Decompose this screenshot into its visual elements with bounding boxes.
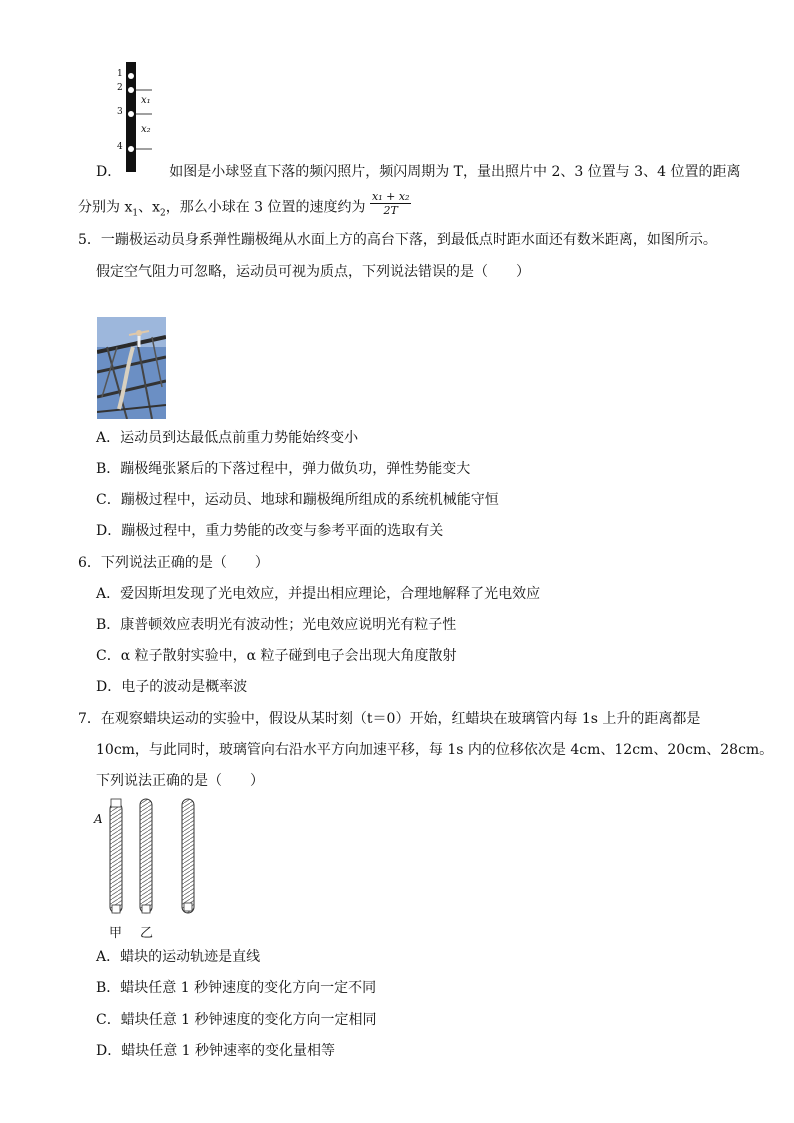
q7-stem-line3: 下列说法正确的是（ ） (96, 773, 264, 789)
bungee-photo-image (97, 317, 166, 419)
tube-label-yi: 乙 (140, 926, 154, 941)
q4-option-d-line1 (96, 162, 740, 182)
q7-stem-line2: 10cm，与此同时，玻璃管向右沿水平方向加速平移，每 1s 内的位移依次是 4cm、12cm、20cm、28cm。 (96, 742, 774, 758)
q6-option-a: A．爱因斯坦发现了光电效应，并提出相应理论，合理地解释了光电效应 (96, 586, 541, 602)
q5-option-d: D．蹦极过程中，重力势能的改变与参考平面的选取有关 (96, 523, 444, 539)
q7-option-b: B．蜡块任意 1 秒钟速度的变化方向一定不同 (96, 980, 377, 996)
strobe-label-4: 4 (117, 142, 123, 152)
q6-stem: 6．下列说法正确的是（ ） (78, 555, 269, 571)
q5-stem-line2: 假定空气阻力可忽略，运动员可视为质点，下列说法错误的是（ ） (96, 264, 530, 280)
tube-label-a: A (94, 812, 103, 826)
q5-stem-line1: 5．一蹦极运动员身系弹性蹦极绳从水面上方的高台下落，到最低点时距水面还有数米距离，如图所示。 (78, 232, 717, 248)
q6-option-b: B．康普顿效应表明光有波动性；光电效应说明光有粒子性 (96, 617, 457, 633)
glass-tubes-diagram (100, 795, 210, 920)
q5-option-b: B．蹦极绳张紧后的下落过程中，弹力做负功，弹性势能变大 (96, 461, 471, 477)
q5-option-c: C．蹦极过程中，运动员、地球和蹦极绳所组成的系统机械能守恒 (96, 492, 499, 508)
bungee-photo (97, 317, 166, 419)
q7-option-a: A．蜡块的运动轨迹是直线 (96, 949, 261, 965)
q4-option-d-letter: D． (96, 164, 122, 180)
q5-option-a: A．运动员到达最低点前重力势能始终变小 (96, 430, 359, 446)
q7-option-d: D．蜡块任意 1 秒钟速率的变化量相等 (96, 1043, 336, 1059)
q4-option-d-line2: 分别为 $x_1$、$x_2$，那么小球在 3 位置的速度约为 $\frac{\text{x₁ + x₂}}{2T}$ (78, 190, 410, 219)
q6-option-d: D．电子的波动是概率波 (96, 679, 248, 695)
q7-stem-line1: 7．在观察蜡块运动的实验中，假设从某时刻（t＝0）开始，红蜡块在玻璃管内每 1s 上升的距离都是 (78, 711, 701, 727)
q7-option-c: C．蜡块任意 1 秒钟速度的变化方向一定相同 (96, 1012, 377, 1028)
strobe-label-3: 3 (117, 107, 123, 117)
strobe-label-1: 1 (117, 69, 123, 79)
q4-option-d-text: 如图是小球竖直下落的频闪照片，频闪周期为 T，量出照片中 2、3 位置与 3、4 位置的距离 (169, 164, 741, 180)
tube-label-jia: 甲 (109, 926, 123, 941)
strobe-label-2: 2 (117, 83, 123, 93)
velocity-fraction: $\frac{\text{x₁ + x₂}}{2T}$ (372, 190, 410, 217)
q6-option-c: C．α 粒子散射实验中，α 粒子碰到电子会出现大角度散射 (96, 648, 457, 664)
strobe-label-x2: x₂ (141, 124, 151, 135)
strobe-label-x1: x₁ (141, 95, 151, 106)
